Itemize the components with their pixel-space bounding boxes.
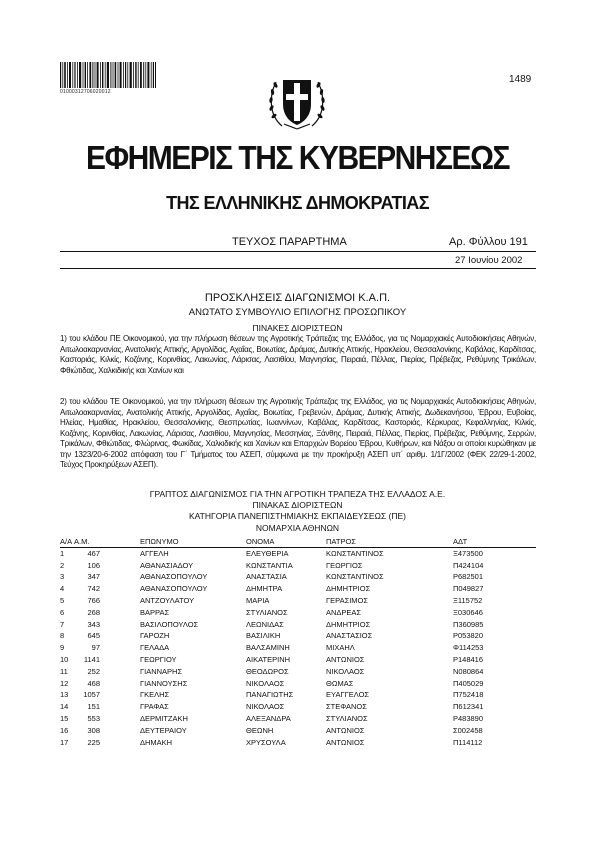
row-surname: ΓΑΡΟΖΗ xyxy=(140,631,170,641)
row-surname: ΓΙΑΝΝΑΡΗΣ xyxy=(140,666,183,676)
row-father: ΓΕΩΡΓΙΟΣ xyxy=(326,560,363,570)
row-am: 553 xyxy=(87,713,100,723)
row-am: 468 xyxy=(87,678,100,688)
row-adt: Π405029 xyxy=(453,678,484,688)
row-name: ΒΑΣΙΛΙΚΗ xyxy=(246,631,281,641)
row-adt: Ξ115752 xyxy=(453,595,483,605)
education-category: ΚΑΤΗΓΟΡΙΑ ΠΑΝΕΠΙΣΤΗΜΙΑΚΗΣ ΕΚΠΑΙΔΕΥΣΕΩΣ (ΠΕ) xyxy=(188,511,407,521)
row-aa: 12 xyxy=(60,678,69,688)
table-row xyxy=(60,713,536,725)
row-surname: ΑΝΤΖΟΥΛΑΤΟΥ xyxy=(140,595,195,605)
row-father: ΔΗΜΗΤΡΙΟΣ xyxy=(326,584,371,594)
row-surname: ΓΕΛΑΔΑ xyxy=(140,643,170,653)
row-surname: ΓΕΩΡΓΙΟΥ xyxy=(140,654,177,664)
column-header-name: ΟΝΟΜΑ xyxy=(246,537,275,546)
column-header-surname: ΕΠΩΝΥΜΟ xyxy=(140,537,179,546)
row-name: ΛΕΩΝΙΔΑΣ xyxy=(246,619,284,629)
gazette-title: ΕΦΗΜΕΡΙΣ ΤΗΣ ΚΥΒΕΡΝΗΣΕΩΣ xyxy=(85,139,510,177)
page-number: 1489 xyxy=(509,74,532,85)
coat-of-arms-icon xyxy=(262,66,332,136)
table-row xyxy=(60,595,536,607)
row-name: ΑΝΑΣΤΑΣΙΑ xyxy=(246,572,287,582)
row-father: ΔΗΜΗΤΡΙΟΣ xyxy=(326,619,371,629)
issue-type: ΤΕΥΧΟΣ ΠΑΡΑΡΤΗΜΑ xyxy=(232,236,347,248)
row-surname: ΒΑΡΡΑΣ xyxy=(140,607,170,617)
row-adt: Π612341 xyxy=(453,702,484,712)
row-father: ΑΝΔΡΕΑΣ xyxy=(326,607,362,617)
row-aa: 10 xyxy=(60,654,69,664)
row-am: 742 xyxy=(87,584,100,594)
prefecture-name: ΝΟΜΑΡΧΙΑ ΑΘΗΝΩΝ xyxy=(255,523,340,533)
row-aa: 17 xyxy=(60,737,69,747)
table-row xyxy=(60,560,536,572)
row-aa: 9 xyxy=(60,643,65,653)
row-aa: 5 xyxy=(60,595,65,605)
row-name: ΝΙΚΟΛΑΟΣ xyxy=(246,702,285,712)
row-aa: 2 xyxy=(60,560,65,570)
row-am: 343 xyxy=(87,619,100,629)
row-am: 1057 xyxy=(83,690,100,700)
column-header-aa: Α/Α xyxy=(60,537,73,546)
row-name: ΘΕΩΝΗ xyxy=(246,725,274,735)
row-father: ΝΙΚΟΛΑΟΣ xyxy=(326,666,365,676)
row-am: 347 xyxy=(87,572,100,582)
table-row xyxy=(60,725,536,737)
row-name: ΝΙΚΟΛΑΟΣ xyxy=(246,678,285,688)
row-father: ΑΝΤΩΝΙΟΣ xyxy=(326,725,365,735)
section-title: ΠΡΟΣΚΛΗΣΕΙΣ ΔΙΑΓΩΝΙΣΜΟΙ Κ.Α.Π. xyxy=(204,292,391,304)
row-father: ΑΝΤΩΝΙΟΣ xyxy=(326,737,365,747)
row-adt: Ξ030646 xyxy=(453,607,483,617)
table-row xyxy=(60,737,536,749)
date-rule xyxy=(60,268,536,269)
row-adt: Π752418 xyxy=(453,690,484,700)
row-aa: 7 xyxy=(60,619,65,629)
appointees-table xyxy=(60,536,536,748)
row-surname: ΒΑΣΙΛΟΠΟΥΛΟΣ xyxy=(140,619,199,629)
row-name: ΔΗΜΗΤΡΑ xyxy=(246,584,283,594)
issue-date: 27 Ιουνίου 2002 xyxy=(455,255,523,266)
row-adt: Ρ682501 xyxy=(453,572,484,582)
sheet-number: Αρ. Φύλλου 191 xyxy=(449,236,528,248)
row-am: 645 xyxy=(87,631,100,641)
row-adt: Π114112 xyxy=(453,737,483,747)
row-am: 308 xyxy=(87,725,100,735)
row-adt: Ξ473500 xyxy=(453,548,483,558)
row-am: 252 xyxy=(87,666,100,676)
row-father: ΕΥΑΓΓΕΛΟΣ xyxy=(326,690,370,700)
row-aa: 8 xyxy=(60,631,65,641)
row-aa: 4 xyxy=(60,584,65,594)
lists-title: ΠΙΝΑΚΕΣ ΔΙΟΡΙΣΤΕΩΝ xyxy=(252,323,343,333)
row-adt: Σ002458 xyxy=(453,725,483,735)
exam-title: ΓΡΑΠΤΟΣ ΔΙΑΓΩΝΙΣΜΟΣ ΓΙΑ ΤΗΝ ΑΓΡΟΤΙΚΗ ΤΡΑΠΕΖΑ ΤΗΣ ΕΛΛΑΔΟΣ Α.Ε. xyxy=(149,489,446,499)
row-aa: 3 xyxy=(60,572,65,582)
row-am: 106 xyxy=(87,560,100,570)
table-header-row xyxy=(60,536,536,548)
row-name: ΘΕΟΔΩΡΟΣ xyxy=(246,666,289,676)
row-adt: Ρ148416 xyxy=(453,654,484,664)
row-name: ΠΑΝΑΓΙΩΤΗΣ xyxy=(246,690,294,700)
row-aa: 11 xyxy=(60,666,68,676)
row-father: ΑΝΑΣΤΑΣΙΟΣ xyxy=(326,631,373,641)
row-name: ΧΡΥΣΟΥΛΑ xyxy=(246,737,286,747)
table-row xyxy=(60,548,536,560)
table-row xyxy=(60,689,536,701)
table-row xyxy=(60,619,536,631)
row-aa: 6 xyxy=(60,607,65,617)
row-name: ΚΩΝΣΤΑΝΤΙΑ xyxy=(246,560,293,570)
row-father: ΜΙΧΑΗΛ xyxy=(326,643,355,653)
barcode xyxy=(60,62,156,88)
table-row xyxy=(60,678,536,690)
row-am: 268 xyxy=(87,607,100,617)
row-father: ΚΩΝΣΤΑΝΤΙΝΟΣ xyxy=(326,548,384,558)
row-adt: Φ114253 xyxy=(453,643,484,653)
column-header-am: Α.Μ. xyxy=(74,537,90,546)
row-am: 1141 xyxy=(83,654,100,664)
table-row xyxy=(60,701,536,713)
barcode-number: 01000312706020012 xyxy=(60,89,111,95)
row-surname: ΑΘΑΝΑΣΟΠΟΥΛΟΥ xyxy=(140,572,208,582)
row-adt: Π424104 xyxy=(453,560,484,570)
row-name: ΑΙΚΑΤΕΡΙΝΗ xyxy=(246,654,291,664)
row-name: ΒΑΛΣΑΜΙΝΗ xyxy=(246,643,290,653)
row-surname: ΓΚΕΛΗΣ xyxy=(140,690,170,700)
table-row xyxy=(60,571,536,583)
row-am: 151 xyxy=(87,702,100,712)
paragraph-te: 2) του κλάδου ΤΕ Οικονομικού, για την πλήρωση θέσεων της Αγροτικής Τράπεζας της Ελλάδος, για τις Νομαρχιακές Αυτοδιοικήσεις Αθηνών, Αιτωλοακαρνανίας, Ανατολικής Αττικής, Αργολίδας, Αχαΐας, Βοιωτίας, Γρεβενών, Δράμας, Δυτικής Αττικής, Δωδεκανήσου, Έβρου, Ευβοίας, Ηλείας, Ημαθίας, Ηρακλείου, Θεσσαλονίκης, Θεσπρωτίας, Ιωαννίνων, Καβάλας, Καρδίτσας, Καστοριάς, Κέρκυρας, Κεφαλληνίας, Κιλκίς, Κοζάνης, Κορινθίας, Λακωνίας, Λάρισας, Λασιθίου, Μαγνησίας, Μεσσηνίας, Ξάνθης, Πειραιά, Πέλλας, Πιερίας, Πρέβεζας, Ρεθύμνης, Σερρών, Τρικάλων, Φθιώτιδας, Φλώρινας, Φωκίδας, Χαλκιδικής και Χανίων και Επαρχιών Βορείου Έβρου, Κυθήρων, και Νάξου οι οποίοι κυρώθηκαν με την 1323/20-6-2002 απόφαση του Γ΄ Τμήματος του ΑΣΕΠ, σύμφωνα με την προκήρυξη ΑΣΕΠ υπ΄ αριθμ. 1/1Γ/2002 (ΦΕΚ 22/29-1-2002, Τεύχος Προκηρύξεων ΑΣΕΠ). xyxy=(60,397,536,469)
column-header-adt: ΑΔΤ xyxy=(453,537,468,546)
row-surname: ΑΘΑΝΑΣΙΑΔΟΥ xyxy=(140,560,194,570)
row-adt: Ρ483890 xyxy=(453,713,484,723)
row-surname: ΓΙΑΝΝΟΥΣΗΣ xyxy=(140,678,188,688)
row-am: 225 xyxy=(87,737,100,747)
row-father: ΑΝΤΩΝΙΟΣ xyxy=(326,654,365,664)
row-surname: ΑΓΓΕΛΗ xyxy=(140,548,169,558)
header-rule xyxy=(60,251,536,252)
row-father: ΘΩΜΑΣ xyxy=(326,678,354,688)
row-aa: 1 xyxy=(60,548,65,558)
exam-lists-title: ΠΙΝΑΚΑΣ ΔΙΟΡΙΣΤΕΩΝ xyxy=(252,500,343,510)
row-am: 97 xyxy=(91,643,100,653)
row-father: ΣΤΕΦΑΝΟΣ xyxy=(326,702,367,712)
council-name: ΑΝΩΤΑΤΟ ΣΥΜΒΟΥΛΙΟ ΕΠΙΛΟΓΗΣ ΠΡΟΣΩΠΙΚΟΥ xyxy=(188,307,407,318)
row-am: 766 xyxy=(87,595,100,605)
gazette-subtitle: ΤΗΣ ΕΛΛΗΝΙΚΗΣ ΔΗΜΟΚΡΑΤΙΑΣ xyxy=(166,193,429,213)
row-adt: Ρ053820 xyxy=(453,631,484,641)
table-row xyxy=(60,583,536,595)
row-surname: ΑΘΑΝΑΣΟΠΟΥΛΟΥ xyxy=(140,584,208,594)
row-aa: 15 xyxy=(60,713,69,723)
row-surname: ΔΗΜΑΚΗ xyxy=(140,737,173,747)
table-row xyxy=(60,654,536,666)
row-adt: Ν080864 xyxy=(453,666,484,676)
row-am: 467 xyxy=(87,548,100,558)
row-name: ΣΤΥΛΙΑΝΟΣ xyxy=(246,607,288,617)
row-name: ΑΛΕΞΑΝΔΡΑ xyxy=(246,713,291,723)
row-surname: ΔΕΥΤΕΡΑΙΟΥ xyxy=(140,725,187,735)
paragraph-pe: 1) του κλάδου ΠΕ Οικονομικού, για την πλήρωση θέσεων της Αγροτικής Τράπεζας της Ελλάδος, για τις Νομαρχιακές Αυτοδιοικήσεις Αθηνών, Αιτωλοακαρνανίας, Ανατολικής Αττικής, Αργολίδας, Αχαΐας, Βοιωτίας, Δράμας, Δυτικής Αττικής, Ηρακλείου, Θεσσαλονίκης, Καβάλας, Καρδίτσας, Καστοριάς, Κιλκίς, Κοζάνης, Κορινθίας, Λακωνίας, Λάρισας, Λασιθίου, Μαγνησίας, Πειραιά, Πέλλας, Πιερίας, Πρέβεζας, Ρεθύμνης Τρικάλων, Φθιώτιδας, Χαλκιδικής και Χανίων και xyxy=(60,334,536,375)
row-father: ΚΩΝΣΤΑΝΤΙΝΟΣ xyxy=(326,572,384,582)
table-row xyxy=(60,642,536,654)
row-surname: ΓΡΑΦΑΣ xyxy=(140,702,169,712)
table-row xyxy=(60,666,536,678)
row-name: ΕΛΕΥΘΕΡΙΑ xyxy=(246,548,289,558)
row-father: ΓΕΡΑΣΙΜΟΣ xyxy=(326,595,369,605)
row-adt: Π049827 xyxy=(453,584,484,594)
column-header-father: ΠΑΤΡΟΣ xyxy=(326,537,356,546)
row-aa: 16 xyxy=(60,725,69,735)
row-adt: Π360985 xyxy=(453,619,484,629)
row-aa: 14 xyxy=(60,702,69,712)
row-aa: 13 xyxy=(60,690,69,700)
row-father: ΣΤΥΛΙΑΝΟΣ xyxy=(326,713,368,723)
row-surname: ΔΕΡΜΙΤΖΑΚΗ xyxy=(140,713,188,723)
table-row xyxy=(60,607,536,619)
row-name: ΜΑΡΙΑ xyxy=(246,595,270,605)
table-row xyxy=(60,630,536,642)
